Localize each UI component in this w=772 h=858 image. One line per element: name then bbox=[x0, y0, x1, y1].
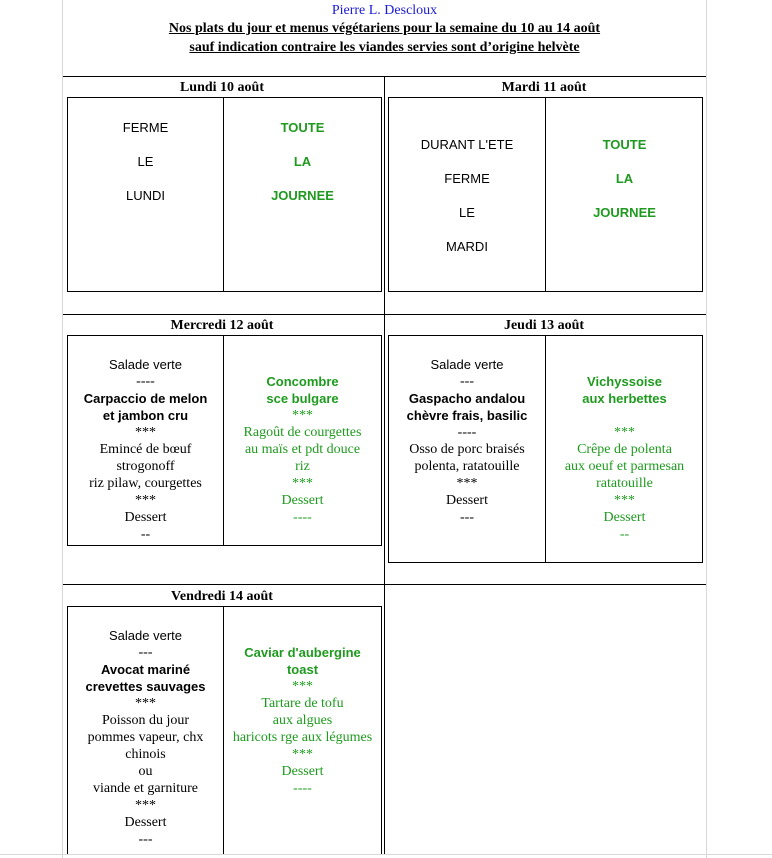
menu-line: ratatouille bbox=[596, 476, 653, 491]
menu-line: aux oeuf et parmesan bbox=[564, 459, 685, 474]
menu-line: DURANT L'ETE bbox=[420, 137, 514, 152]
regular-menu-monday bbox=[68, 119, 223, 204]
menu-line: polenta, ratatouille bbox=[414, 459, 520, 474]
menu-line: ---- bbox=[293, 510, 312, 525]
page-title: Nos plats du jour et menus végétariens pour la semaine du 10 au 14 août bbox=[168, 21, 601, 36]
menu-line: --- bbox=[138, 832, 153, 847]
menu-line: Concombre bbox=[266, 374, 339, 389]
menu-line: *** bbox=[614, 493, 635, 508]
menu-box-wednesday bbox=[67, 335, 382, 546]
menu-line: Ragoût de courgettes bbox=[243, 425, 362, 440]
menu-line: Salade verte bbox=[430, 357, 504, 372]
day-heading-tuesday: Mardi 11 août bbox=[501, 80, 587, 95]
menu-line: --- bbox=[460, 510, 474, 525]
menu-line bbox=[546, 407, 703, 424]
menu-line: TOUTE bbox=[602, 137, 647, 152]
menu-line: LE bbox=[459, 205, 475, 220]
menu-line: Tartare de tofu bbox=[261, 696, 344, 711]
menu-line: -- bbox=[619, 527, 630, 542]
menu-line: ---- bbox=[457, 425, 477, 440]
menu-line: *** bbox=[292, 408, 313, 423]
menu-line: --- bbox=[460, 374, 474, 389]
menu-line: *** bbox=[292, 679, 313, 694]
menu-line: Emincé de bœuf bbox=[99, 442, 192, 457]
menu-line: et jambon cru bbox=[102, 408, 189, 423]
regular-menu-friday bbox=[68, 627, 223, 848]
menu-line: -- bbox=[140, 527, 151, 542]
menu-line: *** bbox=[135, 798, 156, 813]
menu-line: strogonoff bbox=[116, 459, 175, 474]
vegetarian-menu-monday bbox=[224, 119, 381, 204]
menu-line: Avocat mariné bbox=[100, 662, 191, 677]
menu-line: Caviar d'aubergine bbox=[244, 645, 361, 660]
menu-line: aux herbettes bbox=[582, 391, 667, 406]
menu-line bbox=[224, 627, 381, 644]
menu-line: LA bbox=[293, 154, 312, 169]
menu-line: chèvre frais, basilic bbox=[406, 408, 528, 423]
menu-line: Gaspacho andalou bbox=[408, 391, 526, 406]
menu-line bbox=[546, 356, 703, 373]
menu-line: toast bbox=[286, 662, 319, 677]
regular-menu-wednesday bbox=[68, 356, 223, 543]
menu-line: Dessert bbox=[124, 815, 167, 830]
regular-menu-thursday bbox=[389, 356, 545, 526]
menu-line: Dessert bbox=[446, 493, 488, 508]
menu-line: --- bbox=[138, 645, 153, 660]
menu-line: JOURNEE bbox=[271, 188, 334, 203]
menu-line: *** bbox=[135, 696, 156, 711]
menu-line: JOURNEE bbox=[593, 205, 656, 220]
menu-line: Salade verte bbox=[109, 628, 182, 643]
page-subtitle: sauf indication contraire les viandes servies sont d’origine helvète bbox=[189, 40, 580, 55]
menu-line: LA bbox=[615, 171, 634, 186]
page-bottom-edge bbox=[0, 854, 772, 855]
vegetarian-menu-friday bbox=[224, 627, 381, 797]
regular-menu-tuesday bbox=[389, 136, 545, 255]
menu-line: chinois bbox=[125, 747, 166, 762]
menu-line: FERME bbox=[444, 171, 490, 186]
day-heading-monday: Lundi 10 août bbox=[179, 80, 265, 95]
menu-line: TOUTE bbox=[280, 120, 325, 135]
menu-line: riz bbox=[295, 459, 310, 474]
menu-line: Crêpe de polenta bbox=[577, 442, 672, 457]
menu-line: LUNDI bbox=[125, 188, 165, 203]
menu-line: *** bbox=[456, 476, 478, 491]
menu-line: riz pilaw, courgettes bbox=[89, 476, 202, 491]
menu-line: Vichyssoise bbox=[587, 374, 662, 389]
menu-line: crevettes sauvages bbox=[85, 679, 206, 694]
menu-line: aux algues bbox=[272, 713, 333, 728]
menu-line: viande et garniture bbox=[93, 781, 198, 796]
menu-box-friday bbox=[67, 606, 382, 855]
menu-line: ou bbox=[138, 764, 153, 779]
menu-line: Carpaccio de melon bbox=[83, 391, 208, 406]
vegetarian-menu-thursday bbox=[546, 356, 703, 543]
menu-line: *** bbox=[135, 425, 156, 440]
menu-line: ---- bbox=[293, 781, 312, 796]
menu-box-tuesday bbox=[388, 97, 703, 292]
menu-line: FERME bbox=[122, 120, 169, 135]
menu-line: au maïs et pdt douce bbox=[244, 442, 361, 457]
menu-line: Osso de porc braisés bbox=[409, 442, 525, 457]
day-heading-friday: Vendredi 14 août bbox=[171, 589, 273, 604]
author-name: Pierre L. Descloux bbox=[331, 3, 438, 18]
menu-line bbox=[224, 356, 381, 373]
menu-line: Dessert bbox=[281, 493, 324, 508]
menu-line: haricots rge aux légumes bbox=[232, 730, 373, 745]
menu-line: Salade verte bbox=[109, 357, 182, 372]
menu-box-thursday bbox=[388, 335, 703, 563]
menu-line: Dessert bbox=[281, 764, 324, 779]
menu-line: LE bbox=[137, 154, 154, 169]
menu-line: Dessert bbox=[124, 510, 167, 525]
menu-line: ---- bbox=[136, 374, 155, 389]
vegetarian-menu-tuesday bbox=[546, 136, 703, 221]
document-page bbox=[62, 0, 707, 858]
table-center-divider bbox=[384, 76, 385, 854]
menu-line: *** bbox=[292, 476, 313, 491]
menu-line: *** bbox=[614, 425, 635, 440]
menu-line: Dessert bbox=[603, 510, 646, 525]
vegetarian-menu-wednesday bbox=[224, 356, 381, 526]
menu-line: MARDI bbox=[446, 239, 488, 254]
day-heading-thursday: Jeudi 13 août bbox=[503, 318, 585, 333]
menu-line: *** bbox=[292, 747, 313, 762]
menu-line: *** bbox=[135, 493, 156, 508]
day-heading-wednesday: Mercredi 12 août bbox=[170, 318, 274, 333]
menu-line: Poisson du jour bbox=[101, 713, 190, 728]
menu-line: pommes vapeur, chx bbox=[87, 730, 204, 745]
menu-box-monday bbox=[67, 97, 382, 292]
menu-line: sce bulgare bbox=[266, 391, 339, 406]
